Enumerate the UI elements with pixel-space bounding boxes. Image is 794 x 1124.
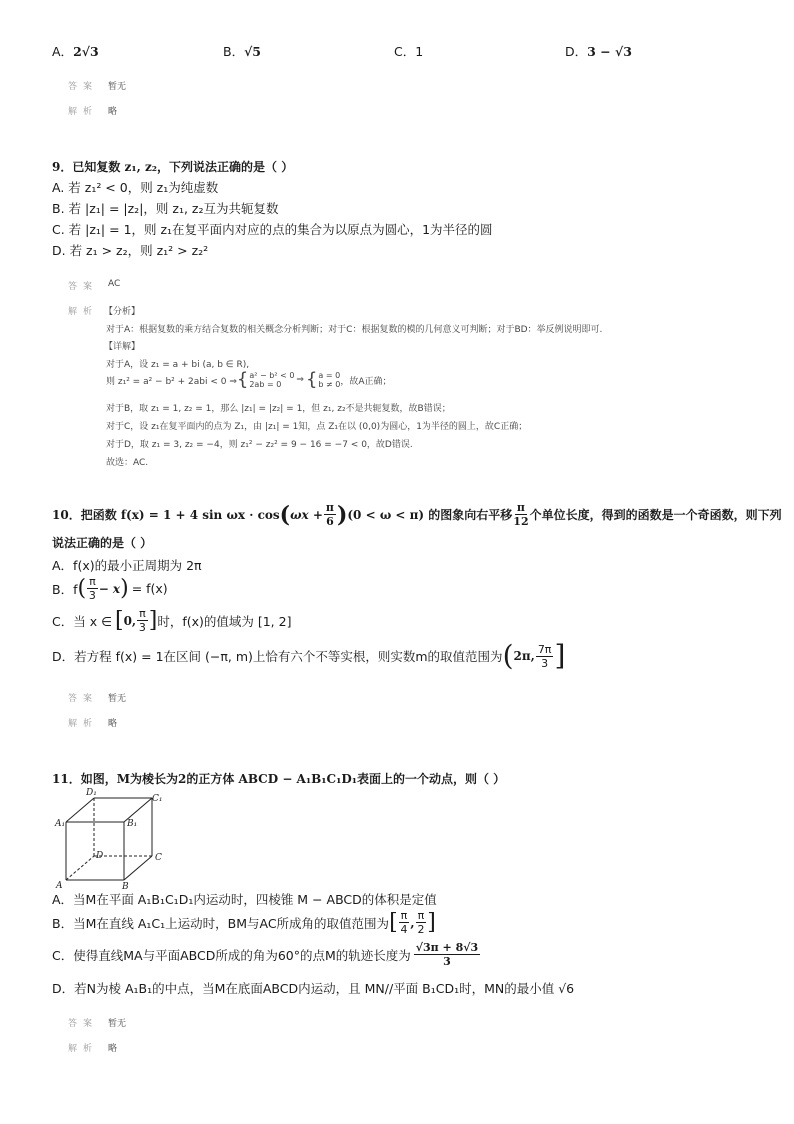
answer-label: 答案: [68, 282, 99, 292]
q9-detail-4: 对于C，设 z₁在复平面内的点为 Z₁，由 |z₁| = 1知，点 Z₁在以 (0,0)为圆心，1为半径的圆上，故C正确；: [106, 422, 528, 432]
q10-option-b: B．f ( $\frac{\pi}{3}$ − x ) = f(x): [52, 575, 168, 602]
analysis-label: 解析: [68, 107, 99, 117]
cube-label-c: C: [155, 853, 162, 863]
q9-analysis-1: 对于A：根据复数的乘方结合复数的相关概念分析判断；对于C：根据复数的模的几何意义可判断；对于BD：举反例说明即可.: [106, 325, 603, 335]
q9-detail-1: 对于A，设 z₁ = a + bi (a, b ∈ R),: [106, 360, 250, 370]
q11-option-b: B．当M在直线 A₁C₁上运动时，BM与AC所成角的取值范围为 [ $\frac{\pi}{4}$ , $\frac{\pi}{2}$ ]: [52, 909, 436, 936]
q9-option-c: C. 若 |z₁| = 1，则 z₁在复平面内对应的点的集合为以原点为圆心，1为半径的圆: [52, 222, 493, 237]
cube-label-d: D: [96, 851, 104, 861]
answer-label: 答案: [68, 694, 99, 704]
q9-system-1: { a² − b² < 0 2ab = 0: [236, 369, 295, 391]
q11-option-d: D．若N为棱 A₁B₁的中点，当M在底面ABCD内运动，且 MN//平面 B₁CD₁时，MN的最小值 √6: [52, 981, 575, 996]
q10-option-a: A．f(x)的最小正周期为 2π: [52, 558, 202, 573]
q11-answer: 暂无: [108, 1019, 127, 1029]
cube-label-d1: D₁: [86, 788, 97, 798]
q9-detail-5: 对于D，取 z₁ = 3, z₂ = −4，则 z₁² − z₂² = 9 − 16 = −7 < 0，故D错误.: [106, 440, 413, 450]
q8-option-a: A．2√3: [52, 44, 99, 59]
q8-option-b: B．√5: [223, 44, 261, 59]
q10-option-c: C．当 x ∈ [ 0, $\frac{\pi}{3}$ ] 时，f(x)的值域为 [1, 2]: [52, 607, 292, 634]
q9-option-b: B. 若 |z₁| = |z₂|，则 z₁, z₂互为共轭复数: [52, 201, 279, 216]
q9-option-a: A. 若 z₁² < 0，则 z₁为纯虚数: [52, 180, 219, 195]
q8-analysis: 略: [108, 107, 118, 117]
cube-label-c1: C₁: [152, 794, 163, 804]
q11-option-a: A．当M在平面 A₁B₁C₁D₁内运动时，四棱锥 M − ABCD的体积是定值: [52, 892, 437, 907]
cube-label-a: A: [56, 881, 63, 890]
q10-analysis: 略: [108, 719, 118, 729]
analysis-label: 解析: [68, 719, 99, 729]
q8-answer: 暂无: [108, 82, 127, 92]
q9-analysis-head: 【分析】: [104, 307, 141, 317]
cube-label-b1: B₁: [127, 819, 138, 829]
edge-bc: [124, 856, 152, 880]
answer-label: 答案: [68, 82, 99, 92]
q9-option-d: D. 若 z₁ > z₂，则 z₁² > z₂²: [52, 243, 209, 258]
answer-label: 答案: [68, 1019, 99, 1029]
q9-detail-2: 则 z₁² = a² − b² + 2abi < 0 ⇒ { a² − b² < 0 2ab = 0 ⇒ { a = 0 b ≠ 0 ，故A正确；: [106, 369, 392, 391]
q11-title: 11．如图，M为棱长为2的正方体 ABCD − A₁B₁C₁D₁表面上的一个动点，则（ ）: [52, 772, 506, 786]
q11-option-c: C．使得直线MA与平面ABCD所成的角为60°的点M的轨迹长度为 $\frac{√3\pi + 8√3}{3}$: [52, 941, 479, 968]
edge-a1d1: [66, 798, 94, 822]
q10-answer: 暂无: [108, 694, 127, 704]
edge-ad-hidden: [66, 856, 94, 880]
analysis-label: 解析: [68, 307, 99, 317]
cube-label-a1: A₁: [55, 819, 66, 829]
q9-detail-6: 故选：AC.: [106, 458, 149, 468]
q10-option-d: D．若方程 f(x) = 1在区间 (−π, m)上恰有六个不等实根，则实数m的取值范围为 ( 2π, $\frac{7\pi}{3}$ ]: [52, 639, 566, 672]
q8-option-d: D．3 − √3: [565, 44, 632, 59]
q11-analysis: 略: [108, 1044, 118, 1054]
q10-title-line2: 说法正确的是（ ）: [52, 536, 153, 550]
q9-detail-head: 【详解】: [104, 342, 141, 352]
cube-label-b: B: [122, 882, 129, 890]
cube-figure: [52, 786, 172, 890]
q9-detail-3: 对于B，取 z₁ = 1, z₂ = 1，那么 |z₁| = |z₂| = 1，但 z₁, z₂不是共轭复数，故B错误；: [106, 404, 451, 414]
q9-system-2: { a = 0 b ≠ 0: [305, 369, 341, 391]
analysis-label: 解析: [68, 1044, 99, 1054]
q8-option-c: C．1: [394, 44, 424, 59]
q10-title-line1: 10．把函数 f(x) = 1 + 4 sin ωx · cos ( ωx + $\frac{\pi}{6}$ ) (0 < ω < π) 的图象向右平移 $\frac{\pi}{12}$ 个单位长度，得到的函数是一个奇函数，则下列: [52, 501, 782, 528]
q9-answer: AC: [108, 279, 121, 289]
q9-title: 9．已知复数 z₁, z₂，下列说法正确的是（ ）: [52, 160, 294, 174]
